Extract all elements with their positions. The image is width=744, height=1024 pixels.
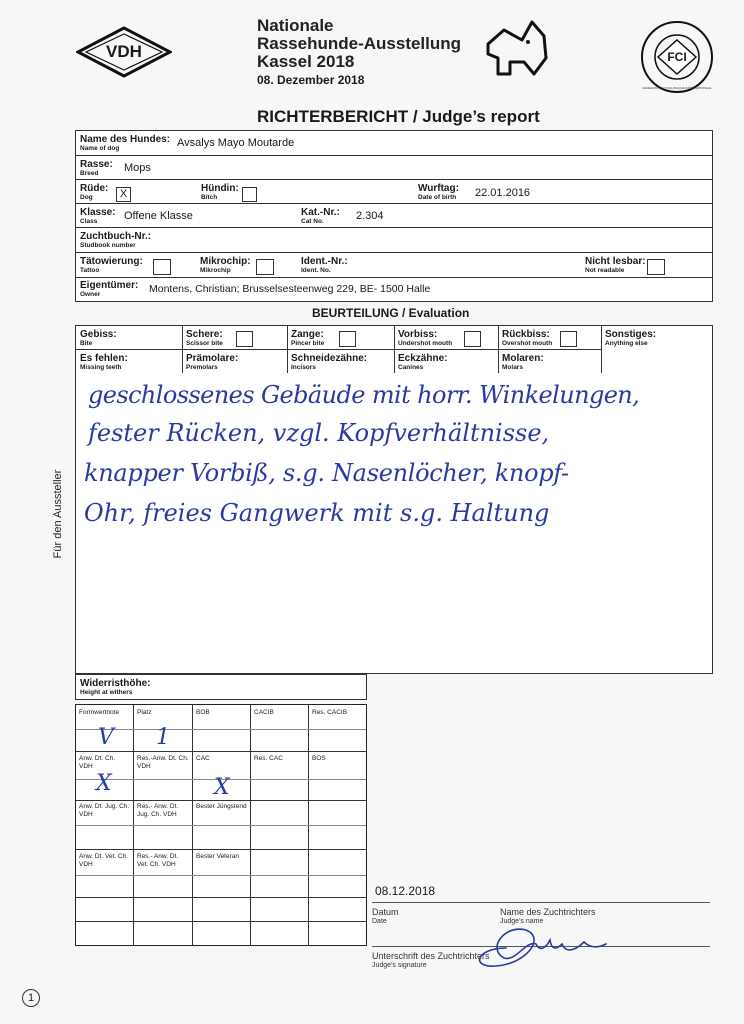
premolars-label: Prämolare: bbox=[186, 353, 239, 364]
male-label: Rüde: bbox=[80, 183, 109, 194]
ident-label: Ident.-Nr.: bbox=[301, 256, 348, 267]
signature-label: Unterschrift des Zuchtrichters bbox=[372, 951, 490, 961]
handwritten-signature bbox=[466, 918, 616, 970]
report-title: RICHTERBERICHT / Judge’s report bbox=[257, 107, 540, 126]
cac-mark: X bbox=[214, 775, 230, 800]
champion-label: Anw. Dt. Ch. VDH bbox=[79, 755, 116, 770]
page-number: 1 bbox=[22, 989, 40, 1007]
evaluation-title: BEURTEILUNG / Evaluation bbox=[312, 306, 470, 320]
date-label: Datum bbox=[372, 907, 399, 917]
veteran-champion-label: Anw. Dt. Vet. Ch. VDH bbox=[79, 853, 129, 868]
bob-header: BOB bbox=[196, 709, 210, 716]
vdh-logo: VDH bbox=[76, 26, 172, 78]
bite-label: Gebiss: bbox=[80, 329, 117, 340]
show-date: 08. Dezember 2018 bbox=[257, 73, 365, 87]
place-header: Platz bbox=[137, 709, 152, 716]
place-value: 1 bbox=[156, 725, 170, 750]
molars-label: Molaren: bbox=[502, 353, 544, 364]
cat-value: 2.304 bbox=[356, 210, 384, 222]
dog-data-box: Name des Hundes: Name of dog Avsalys Mayo Moutarde Rasse: Breed Mops Rüde: Dog X Hündin: Bitch Wurftag: Date of birth 22.01.2016 Klasse: Class Offene Klasse Kat.-Nr.: Cat No. 2.304 Zuchtbuch-Nr.: Studbook number Tätowierung: Tattoo Mikrochip: Mikrochip Ident.-Nr.: Ident. No. Nicht lesbar: Not readable Eigentümer: Owner Montens, Christian; Brusselsesteenweg 229, BE- 1500 Halle bbox=[75, 130, 713, 302]
fci-logo: FCI FEDERATION CYNOLOGIQUE INTERNATIONALE bbox=[640, 20, 714, 94]
breed-value: Mops bbox=[124, 162, 151, 174]
class-label: Klasse: bbox=[80, 207, 116, 218]
bos-label: BOS bbox=[312, 755, 326, 762]
dog-name-label: Name des Hundes: bbox=[80, 134, 171, 145]
female-label: Hündin: bbox=[201, 183, 239, 194]
breed-label: Rasse: bbox=[80, 159, 113, 170]
handwritten-line: geschlossenes Gebäude mit horr. Winkelungen, bbox=[88, 381, 640, 409]
male-checkbox[interactable]: X bbox=[116, 187, 131, 202]
handwritten-line: fester Rücken, vzgl. Kopfverhältnisse, bbox=[88, 419, 550, 447]
res-veteran-champion-label: Res.- Anw. Dt. Vet. Ch. VDH bbox=[137, 853, 179, 868]
pincer-label: Zange: bbox=[291, 329, 324, 340]
handwritten-line: Ohr, freies Gangwerk mit s.g. Haltung bbox=[84, 499, 550, 527]
other-label: Sonstiges: bbox=[605, 329, 657, 340]
chip-label: Mikrochip: bbox=[200, 256, 251, 267]
owner-label: Eigentümer: bbox=[80, 280, 139, 291]
overshot-label: Rückbiss: bbox=[502, 329, 550, 340]
champion-mark: X bbox=[96, 771, 112, 796]
whelp-label: Wurftag: bbox=[418, 183, 459, 194]
judge-name-label: Name des Zuchtrichters bbox=[500, 907, 596, 917]
female-checkbox[interactable] bbox=[242, 187, 257, 202]
dog-logo-icon bbox=[482, 18, 554, 78]
handwritten-line: knapper Vorbiß, s.g. Nasenlöcher, knopf- bbox=[84, 459, 569, 487]
grade-value: V bbox=[98, 725, 114, 750]
cacib-header: CACIB bbox=[254, 709, 274, 716]
scissor-label: Schere: bbox=[186, 329, 223, 340]
sign-date-value: 08.12.2018 bbox=[375, 884, 436, 898]
withers-label: Widerristhöhe: bbox=[80, 678, 151, 689]
tattoo-label: Tätowierung: bbox=[80, 256, 143, 267]
best-junior-label: Bester Jüngstend bbox=[196, 803, 247, 810]
scissor-checkbox[interactable] bbox=[236, 331, 253, 347]
sign-line-1 bbox=[372, 902, 710, 903]
res-cacib-header: Res. CACIB bbox=[312, 709, 348, 716]
not-readable-label: Nicht lesbar: bbox=[585, 256, 646, 267]
res-cac-label: Res. CAC bbox=[254, 755, 283, 762]
tattoo-checkbox[interactable] bbox=[153, 259, 171, 275]
whelp-value: 22.01.2016 bbox=[475, 187, 531, 199]
undershot-label: Vorbiss: bbox=[398, 329, 438, 340]
awards-grid bbox=[75, 704, 367, 946]
owner-value: Montens, Christian; Brusselsesteenweg 229, BE- 1500 Halle bbox=[149, 283, 431, 295]
withers-box: Widerristhöhe: Height at withers bbox=[75, 674, 367, 700]
cac-label: CAC bbox=[196, 755, 210, 762]
class-value: Offene Klasse bbox=[124, 210, 193, 222]
canines-label: Eckzähne: bbox=[398, 353, 448, 364]
overshot-checkbox[interactable] bbox=[560, 331, 577, 347]
chip-checkbox[interactable] bbox=[256, 259, 274, 275]
res-champion-label: Res.-Anw. Dt. Ch. VDH bbox=[137, 755, 189, 770]
cat-label: Kat.-Nr.: bbox=[301, 207, 340, 218]
show-title: Nationale Rassehunde-Ausstellung Kassel 2018 bbox=[257, 16, 462, 71]
incisors-label: Schneidezähne: bbox=[291, 353, 368, 364]
missing-teeth-label: Es fehlen: bbox=[80, 353, 128, 364]
side-label: Für den Aussteller bbox=[52, 469, 64, 559]
junior-champion-label: Anw. Dt. Jug. Ch. VDH bbox=[79, 803, 130, 818]
best-veteran-label: Bester Veteran bbox=[196, 853, 239, 860]
evaluation-text-area[interactable] bbox=[75, 373, 713, 674]
dog-name-value: Avsalys Mayo Moutarde bbox=[177, 137, 295, 149]
bite-table: Gebiss: Bite Schere: Scissor bite Zange: Pincer bite Vorbiss: Undershot mouth Rückbiss: Overshot mouth Sonstiges: Anything else Es fehlen: Missing teeth Prämolare: Premolars Schneidezähne: Incisors Eckzähne: Canines Molaren: Molars bbox=[75, 325, 713, 375]
not-readable-checkbox[interactable] bbox=[647, 259, 665, 275]
undershot-checkbox[interactable] bbox=[464, 331, 481, 347]
pincer-checkbox[interactable] bbox=[339, 331, 356, 347]
studbook-label: Zuchtbuch-Nr.: bbox=[80, 231, 152, 242]
grade-header: Formwertnote bbox=[79, 709, 120, 716]
res-junior-champion-label: Res.- Anw. Dt. Jug. Ch. VDH bbox=[137, 803, 179, 818]
